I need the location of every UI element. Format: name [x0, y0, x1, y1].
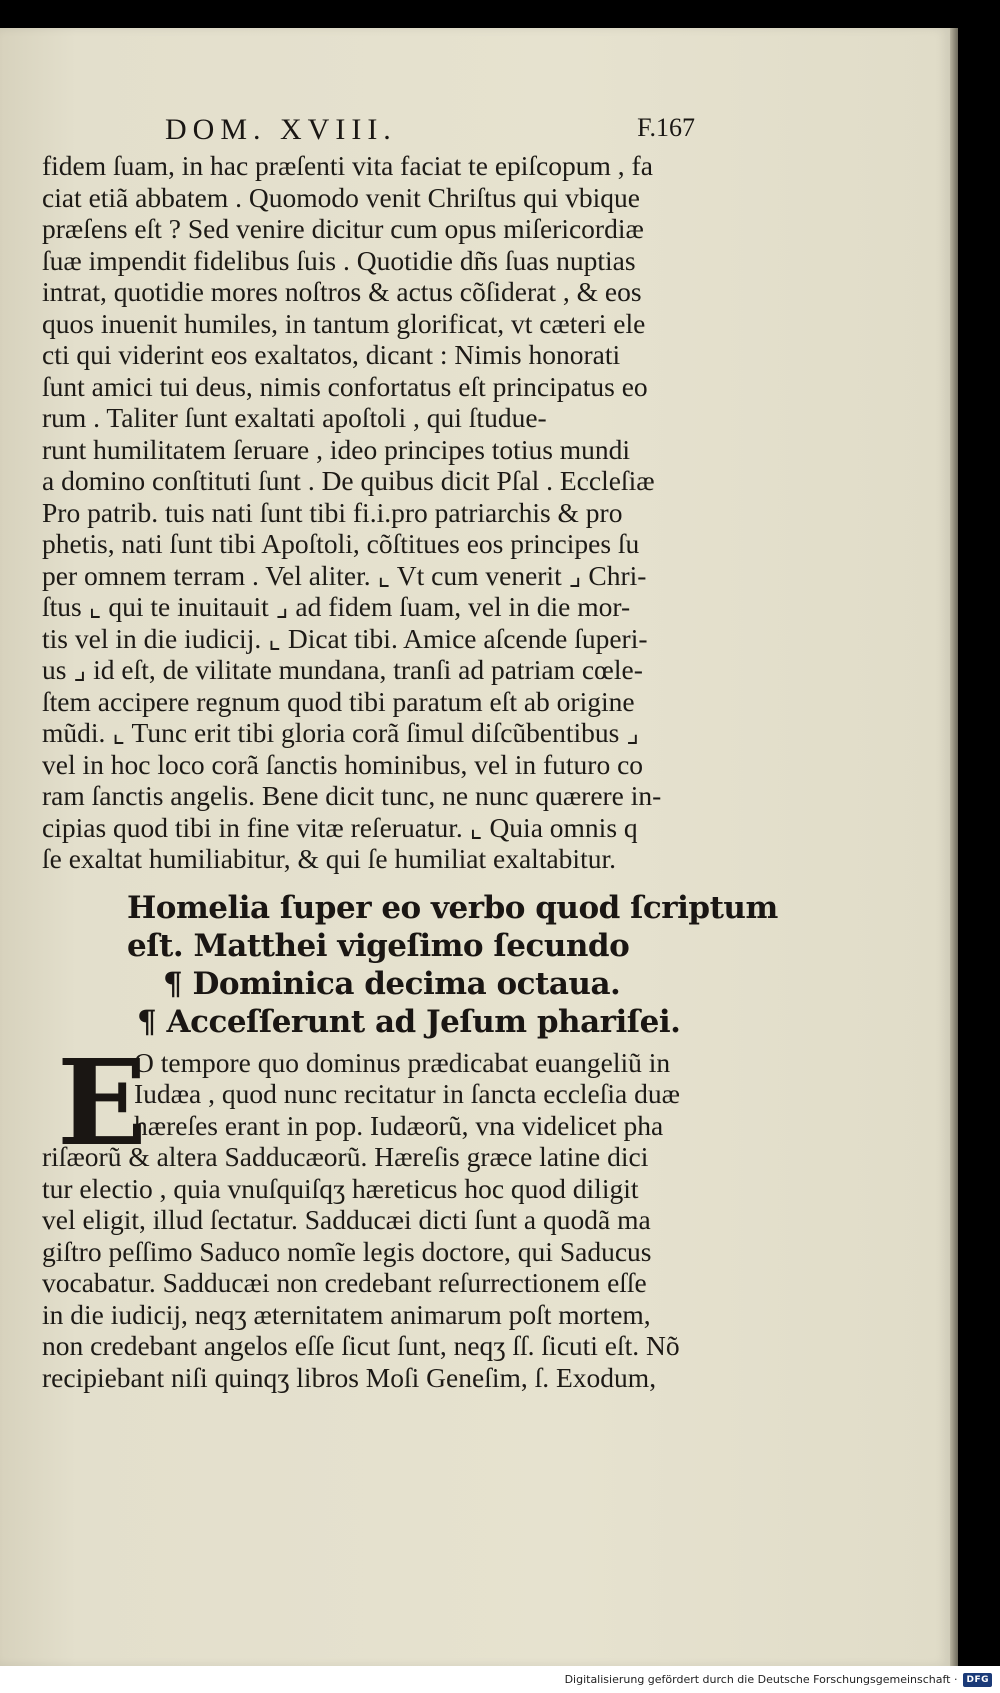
text-line: non credebant angelos eſſe ſicut ſunt, neqʒ ſſ. ſicuti eſt. Nõ	[42, 1330, 680, 1361]
text-line: Iudæa , quod nunc recitatur in ſancta eccleſia duæ	[134, 1078, 680, 1109]
folio-number: F.167	[637, 113, 695, 142]
text-line: phetis, nati ſunt tibi Apoſtoli, cõſtitues eos principes ſu	[42, 528, 640, 559]
text-line: ſuæ impendit fidelibus ſuis . Quotidie dñs ſuas nuptias	[42, 244, 636, 276]
text-line: fidem ſuam, in hac præſenti vita faciat te epiſcopum , fa	[42, 150, 653, 181]
text-line: tis vel in die iudicij. ⌞ Dicat tibi. Amice aſcende ſuperi-	[42, 622, 648, 654]
text-line: ſtus ⌞ qui te inuitauit ⌟ ad fidem ſuam, vel in die mor-	[42, 591, 631, 622]
text-line: vel eligit, illud ſectatur. Sadducæi dicti ſunt a quodã ma	[42, 1204, 651, 1235]
text-line: ciat etiã abbatem . Quomodo venit Chriſtus qui vbique	[42, 181, 641, 213]
homily-title-line: eſt. Matthei vigeſimo ſecundo	[127, 927, 630, 964]
text-line: a domino conſtituti ſunt . De quibus dicit Pſal . Eccleſiæ	[42, 465, 655, 496]
funding-credit: Digitalisierung gefördert durch die Deutsche Forschungsgemeinschaft ·	[564, 1673, 958, 1686]
text-line: ſe exaltat humiliabitur, & qui ſe humiliat exaltabitur.	[42, 843, 616, 874]
text-line: runt humilitatem ſeruare , ideo principes totius mundi	[42, 433, 631, 465]
text-line: vel in hoc loco corã ſanctis hominibus, vel in futuro co	[42, 748, 644, 780]
text-line: ram ſanctis angelis. Bene dicit tunc, ne nunc quærere in-	[42, 780, 662, 811]
text-line: ſtem accipere regnum quod tibi paratum eſt ab origine	[42, 685, 635, 717]
running-head: DOM. XVIII.	[165, 113, 397, 146]
text-line: us ⌟ id eſt, de vilitate mundana, tranſi ad patriam cœle-	[42, 654, 643, 685]
homily-heading	[42, 889, 778, 1041]
text-line: ſunt amici tui deus, nimis confortatus eſt principatus eo	[42, 370, 648, 402]
text-line: tur electio , quia vnuſquiſqʒ hæreticus hoc quod diligit	[42, 1172, 639, 1204]
page-header	[165, 113, 695, 147]
digitization-footer	[0, 1666, 1000, 1693]
sunday-heading: ¶ Dominica decima octaua.	[163, 965, 621, 1002]
text-line: O tempore quo dominus prædicabat euangeliũ in	[134, 1046, 671, 1078]
text-line: mũdi. ⌞ Tunc erit tibi gloria corã ſimul diſcũbentibus ⌟	[42, 717, 640, 748]
text-line: præſens eſt ? Sed venire dicitur cum opus miſericordiæ	[42, 213, 644, 244]
text-line: Pro patrib. tuis nati ſunt tibi fi.i.pro patriarchis & pro	[42, 496, 623, 528]
decorated-initial: E	[57, 1032, 147, 1172]
homily-title-line: Homelia ſuper eo verbo quod ſcriptum	[127, 889, 778, 926]
page-edge	[950, 28, 958, 1666]
text-line: vocabatur. Sadducæi non credebant reſurrectionem eſſe	[42, 1267, 647, 1298]
gospel-incipit: ¶ Acceſſerunt ad Jeſum phariſei.	[137, 1003, 681, 1040]
text-line: in die iudicij, neqʒ æternitatem animarum poſt mortem,	[42, 1298, 651, 1330]
text-line: intrat, quotidie mores noſtros & actus cõſiderat , & eos	[42, 276, 642, 307]
text-line: rum . Taliter ſunt exaltati apoſtoli , qui ſtudue-	[42, 402, 547, 433]
text-line: cti qui viderint eos exaltatos, dicant : Nimis honorati	[42, 339, 621, 370]
homily-body	[42, 1032, 762, 1394]
text-block	[42, 150, 778, 1393]
text-line: recipiebant niſi quinqʒ libros Moſi Geneſim, ſ. Exodum,	[42, 1361, 657, 1393]
text-line: giſtro peſſimo Saduco nomĩe legis doctore, qui Saducus	[42, 1235, 652, 1267]
text-line: cipias quod tibi in fine vitæ reſeruatur. ⌞ Quia omnis q	[42, 811, 638, 843]
text-line: riſæorũ & altera Sadducæorũ. Hæreſis græce latine dici	[42, 1141, 649, 1172]
text-line: hæreſes erant in pop. Iudæorũ, vna videlicet pha	[134, 1109, 664, 1141]
text-line: per omnem terram . Vel aliter. ⌞ Vt cum venerit ⌟ Chri-	[42, 559, 647, 591]
commentary-section	[42, 150, 762, 875]
dfg-logo-icon: DFG	[963, 1673, 992, 1687]
text-line: quos inuenit humiles, in tantum glorificat, vt cæteri ele	[42, 307, 646, 339]
